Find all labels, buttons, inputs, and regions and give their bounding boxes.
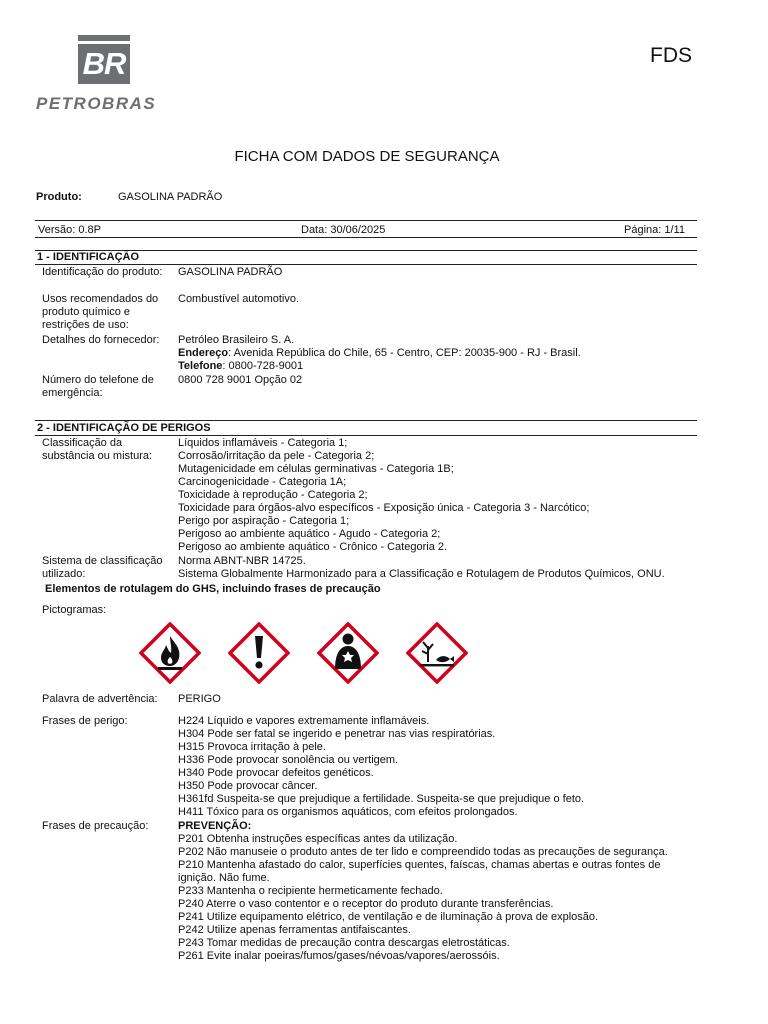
precaution-statements — [178, 820, 698, 963]
date-text: Data: 30/06/2025 — [301, 224, 386, 236]
supplier-name: Petróleo Brasileiro S. A. — [178, 334, 295, 346]
precaution-statement: P243 Tomar medidas de precaução contra descargas eletrostáticas. — [178, 937, 510, 949]
uses-label: Usos recomendados do produto químico e restrições de uso: — [42, 293, 159, 331]
divider — [35, 264, 697, 265]
hazard-statement: H361fd Suspeita-se que prejudique a fertilidade. Suspeita-se que prejudique o feto. — [178, 793, 585, 805]
classification-list — [178, 437, 698, 554]
precaution-statement: P261 Evite inalar poeiras/fumos/gases/névoas/vapores/aerossóis. — [178, 950, 500, 962]
prevention-heading: PREVENÇÃO: — [178, 820, 252, 832]
doc-code: FDS — [650, 44, 692, 67]
classification-item: Carcinogenicidade - Categoria 1A; — [178, 476, 347, 488]
page-title: FICHA COM DADOS DE SEGURANÇA — [234, 148, 500, 165]
exclamation-mark-icon — [228, 622, 290, 684]
phone-label: Telefone — [178, 360, 223, 372]
product-value: GASOLINA PADRÃO — [118, 191, 223, 203]
supplier-phone — [178, 360, 698, 373]
address-label: Endereço — [178, 347, 229, 359]
divider — [35, 420, 697, 421]
page-number: Página: 1/11 — [624, 224, 685, 236]
classification-label: Classificação da substância ou mistura: — [42, 437, 153, 462]
environment-icon — [406, 622, 468, 684]
divider — [35, 220, 697, 221]
precaution-statement: P242 Utilize apenas ferramentas antifaiscantes. — [178, 924, 411, 936]
precaution-statement: P210 Mantenha afastado do calor, superfícies quentes, faíscas, chamas abertas e outras fontes de — [178, 859, 661, 871]
section-1-title: 1 - IDENTIFICAÇÃO — [37, 251, 140, 263]
classification-item: Corrosão/irritação da pele - Categoria 2; — [178, 450, 375, 462]
health-hazard-icon — [317, 622, 379, 684]
precaution-statement: P241 Utilize equipamento elétrico, de ventilação e de iluminação à prova de explosão. — [178, 911, 599, 923]
emergency-phone-label: Número do telefone de emergência: — [42, 374, 154, 399]
section-2-title: 2 - IDENTIFICAÇÃO DE PERIGOS — [37, 422, 211, 434]
uses-value: Combustível automotivo. — [178, 293, 300, 305]
emergency-phone-value: 0800 728 9001 Opção 02 — [178, 374, 303, 386]
supplier-address — [178, 347, 698, 360]
hazard-statement: H411 Tóxico para os organismos aquáticos, com efeitos prolongados. — [178, 806, 518, 818]
hazard-statement: H350 Pode provocar câncer. — [178, 780, 318, 792]
classification-item: Perigoso ao ambiente aquático - Agudo - Categoria 2; — [178, 528, 441, 540]
classification-item: Perigoso ao ambiente aquático - Crônico - Categoria 2. — [178, 541, 448, 553]
logo-company-name: PETROBRAS — [36, 94, 157, 113]
precaution-statement: P201 Obtenha instruções específicas antes da utilização. — [178, 833, 458, 845]
product-label: Produto: — [36, 191, 82, 203]
divider — [35, 237, 697, 238]
precaution-statement: ignição. Não fume. — [178, 872, 270, 884]
pictograms-label: Pictogramas: — [42, 604, 107, 616]
hazard-statement: H224 Líquido e vapores extremamente inflamáveis. — [178, 715, 430, 727]
hazard-statement: H304 Pode ser fatal se ingerido e penetrar nas vias respiratórias. — [178, 728, 496, 740]
supplier-details — [178, 334, 698, 373]
system-line: Sistema Globalmente Harmonizado para a Classificação e Rotulagem de Produtos Químicos, ONU. — [178, 568, 665, 580]
hazard-statement: H340 Pode provocar defeitos genéticos. — [178, 767, 374, 779]
classification-item: Líquidos inflamáveis - Categoria 1; — [178, 437, 348, 449]
divider — [35, 435, 697, 436]
signal-word: PERIGO — [178, 693, 221, 705]
supplier-label: Detalhes do fornecedor: — [42, 334, 160, 346]
ghs-heading: Elementos de rotulagem do GHS, incluindo frases de precaução — [45, 583, 381, 595]
phone-value: : 0800-728-9001 — [222, 360, 304, 372]
classification-item: Mutagenicidade em células germinativas - Categoria 1B; — [178, 463, 454, 475]
classification-item: Perigo por aspiração - Categoria 1; — [178, 515, 350, 527]
address-value: : Avenida República do Chile, 65 - Centro, CEP: 20035-900 - RJ - Brasil. — [228, 347, 581, 359]
precaution-statement: P202 Não manuseie o produto antes de ter lido e compreendido todas as precauções de segurança. — [178, 846, 668, 858]
hazard-statement: H315 Provoca irritação à pele. — [178, 741, 326, 753]
flame-icon — [139, 622, 201, 684]
hazard-statements-label: Frases de perigo: — [42, 715, 128, 727]
classification-system — [178, 555, 698, 581]
product-id-label: Identificação do produto: — [42, 266, 163, 278]
logo-stripe — [78, 35, 130, 41]
hazard-statements — [178, 715, 698, 819]
precaution-statement: P240 Aterre o vaso contentor e o receptor do produto durante transferências. — [178, 898, 554, 910]
precaution-statements-label: Frases de precaução: — [42, 820, 149, 832]
logo-br-text: BR — [82, 46, 126, 81]
classification-item: Toxicidade à reprodução - Categoria 2; — [178, 489, 368, 501]
system-line: Norma ABNT-NBR 14725. — [178, 555, 306, 567]
hazard-statement: H336 Pode provocar sonolência ou vertigem. — [178, 754, 399, 766]
classification-system-label: Sistema de classificação utilizado: — [42, 555, 163, 580]
product-id-value: GASOLINA PADRÃO — [178, 266, 283, 278]
version-text: Versão: 0.8P — [38, 224, 101, 236]
signal-word-label: Palavra de advertência: — [42, 693, 158, 705]
precaution-statement: P233 Mantenha o recipiente hermeticamente fechado. — [178, 885, 443, 897]
classification-item: Toxicidade para órgãos-alvo específicos - Exposição única - Categoria 3 - Narcótico; — [178, 502, 590, 514]
